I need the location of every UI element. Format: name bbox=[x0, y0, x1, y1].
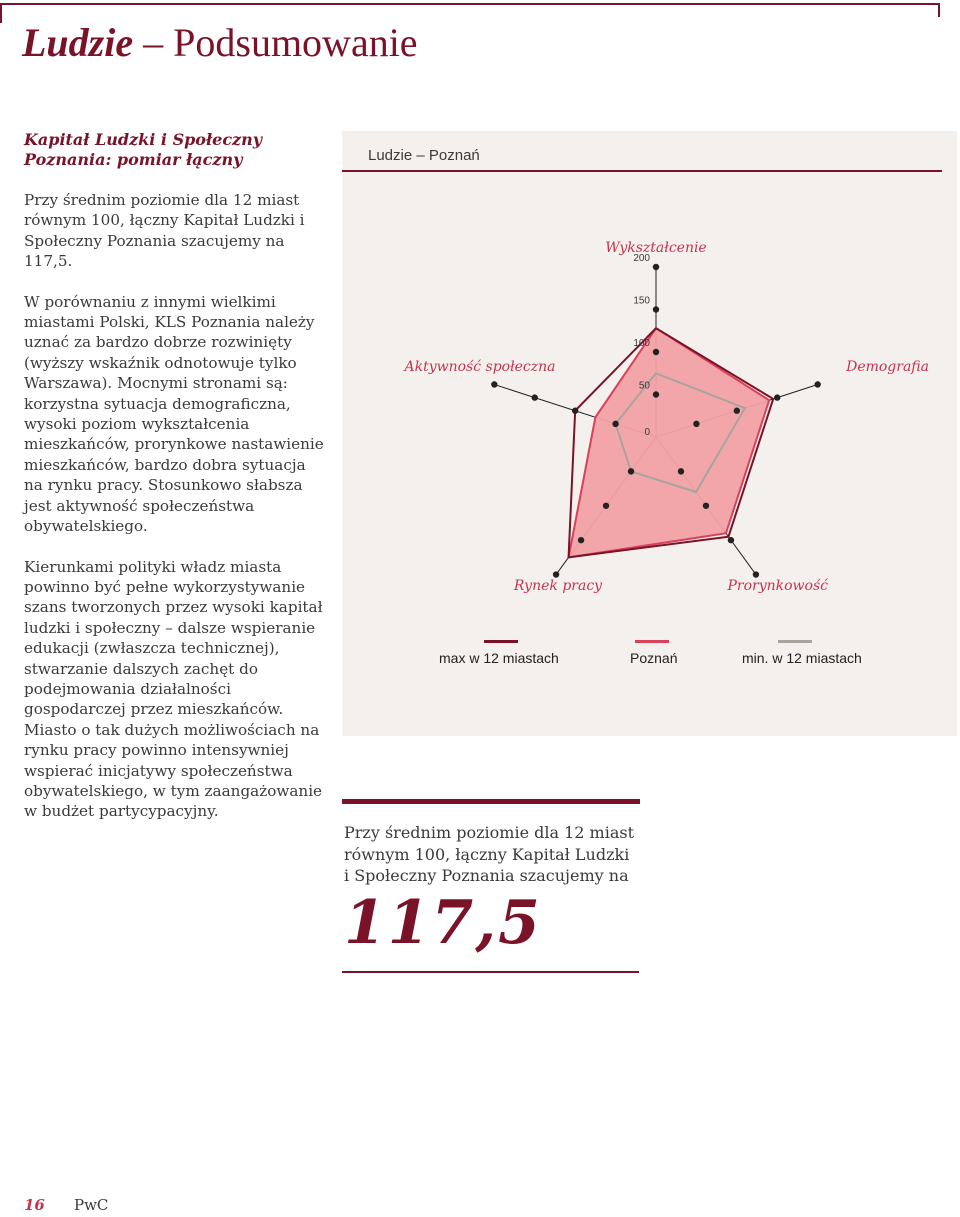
summary-box-bottom-rule bbox=[342, 971, 639, 973]
axis-label-prorynkowosc: Prorynkowość bbox=[727, 578, 828, 594]
paragraph-3: Kierunkami polityki władz miasta powinno być pełne wykorzystywanie szans tworzonych przez wysoki kapitał ludzki i społeczny – dalsze wspieranie edukacji (zwłaszcza technicznej), stwarzanie dalszych zachęt do podejmowania działalności gospodarczej przez mieszkańców. Miasto o tak dużych możliwościach na rynku pracy powinno intensywniej wspierać inicjatywy społeczeństwa obywatelskiego, w tym zaangażowanie w budżet partycypacyjny. bbox=[24, 557, 323, 821]
tick-dot-aktywnosc-spoleczna-200 bbox=[491, 381, 497, 387]
page-title-bold: Ludzie bbox=[22, 20, 134, 65]
legend-label-max: max w 12 miastach bbox=[439, 650, 559, 666]
corner-rule-vertical-right bbox=[938, 3, 940, 17]
tick-dot-prorynkowosc-150 bbox=[728, 537, 734, 543]
tick-dot-wyksztalcenie-50 bbox=[653, 391, 659, 397]
legend-swatch-min bbox=[778, 640, 812, 643]
page-title bbox=[22, 18, 418, 68]
page-number: 16 bbox=[24, 1196, 45, 1214]
tick-dot-wyksztalcenie-200 bbox=[653, 264, 659, 270]
tick-dot-rynek-pracy-200 bbox=[553, 571, 559, 577]
axis-label-demografia: Demografia bbox=[846, 359, 929, 375]
summary-value: 117,5 bbox=[344, 888, 542, 958]
axis-label-aktywnosc-spoleczna: Aktywność społeczna bbox=[404, 359, 556, 375]
axis-label-rynek-pracy: Rynek pracy bbox=[513, 578, 603, 594]
tick-dot-wyksztalcenie-150 bbox=[653, 306, 659, 312]
section-heading: Kapitał Ludzki i Społeczny Poznania: pomiar łączny bbox=[24, 130, 263, 169]
tick-label-0: 0 bbox=[644, 427, 650, 438]
axis-label-wyksztalcenie: Wykształcenie bbox=[605, 240, 707, 256]
tick-dot-demografia-150 bbox=[774, 394, 780, 400]
tick-dot-aktywnosc-spoleczna-50 bbox=[612, 421, 618, 427]
paragraph-2: W porównaniu z innymi wielkimi miastami Polski, KLS Poznania należy uznać za bardzo dobrze rozwinięty (wyższy wskaźnik odnotowuje tylko Warszawa). Mocnymi stronami są: korzystna sytuacja demograficzna, wysoki poziom wykształcenia mieszkańców, prorynkowe nastawienie mieszkańców, bardzo dobra sytuacja na rynku pracy. Stosunkowo słabsza jest aktywność społeczeństwa obywatelskiego. bbox=[24, 292, 324, 536]
legend-swatch-max bbox=[484, 640, 518, 643]
summary-text: Przy średnim poziomie dla 12 miast równym 100, łączny Kapitał Ludzki i Społeczny Poznania szacujemy na bbox=[344, 823, 635, 885]
tick-dot-demografia-200 bbox=[814, 381, 820, 387]
tick-dot-prorynkowosc-50 bbox=[678, 468, 684, 474]
footer-brand: PwC bbox=[74, 1196, 109, 1214]
tick-dot-wyksztalcenie-100 bbox=[653, 349, 659, 355]
corner-rule-horizontal bbox=[0, 3, 940, 5]
paragraph-1: Przy średnim poziomie dla 12 miast równym 100, łączny Kapitał Ludzki i Społeczny Poznania szacujemy na 117,5. bbox=[24, 191, 305, 271]
legend-label-poznan: Poznań bbox=[630, 650, 678, 666]
tick-dot-rynek-pracy-150 bbox=[578, 537, 584, 543]
tick-label-150: 150 bbox=[633, 295, 650, 307]
tick-label-200: 200 bbox=[633, 253, 650, 264]
tick-dot-rynek-pracy-100 bbox=[603, 503, 609, 509]
tick-label-50: 50 bbox=[638, 380, 650, 392]
series-area-poznan bbox=[569, 328, 770, 557]
tick-dot-rynek-pracy-50 bbox=[628, 468, 634, 474]
legend-swatch-poznan bbox=[635, 640, 669, 643]
tick-dot-prorynkowosc-100 bbox=[703, 503, 709, 509]
radar-chart bbox=[342, 172, 957, 632]
corner-rule-vertical bbox=[0, 3, 2, 23]
summary-box-top-rule bbox=[342, 799, 640, 804]
tick-dot-aktywnosc-spoleczna-150 bbox=[532, 394, 538, 400]
tick-dot-prorynkowosc-200 bbox=[753, 571, 759, 577]
tick-label-100: 100 bbox=[633, 338, 650, 349]
page-title-rest: – Podsumowanie bbox=[133, 20, 418, 65]
chart-title: Ludzie – Poznań bbox=[368, 147, 480, 164]
tick-dot-aktywnosc-spoleczna-100 bbox=[572, 408, 578, 414]
tick-dot-demografia-50 bbox=[693, 421, 699, 427]
left-column-text bbox=[24, 190, 324, 842]
tick-dot-demografia-100 bbox=[734, 408, 740, 414]
legend-label-min: min. w 12 miastach bbox=[742, 650, 862, 666]
